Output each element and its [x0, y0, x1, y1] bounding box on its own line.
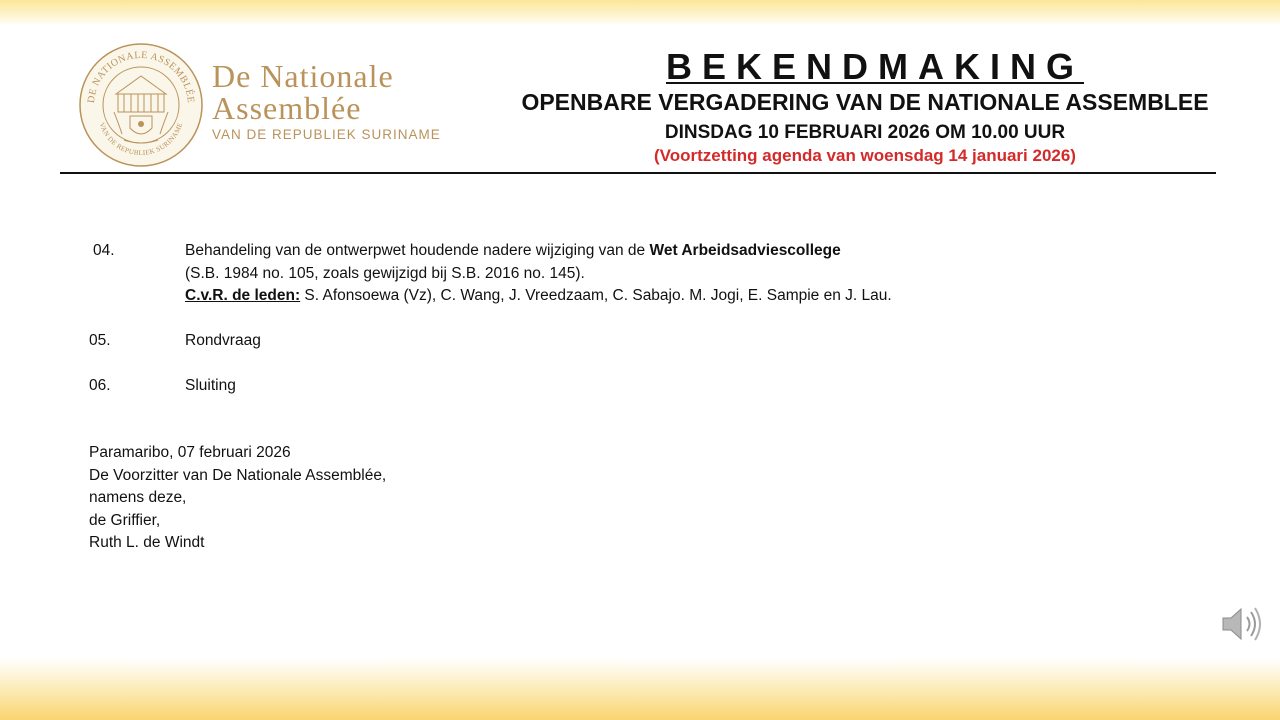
signature-chair: De Voorzitter van De Nationale Assemblée,: [89, 466, 387, 484]
agenda-item-line-3: [185, 285, 892, 307]
assembly-seal-logo: [78, 42, 204, 168]
announcement-title: BEKENDMAKING: [665, 46, 1084, 87]
agenda-number: 06.: [89, 377, 111, 394]
bottom-gradient-band: [0, 658, 1280, 720]
agenda-number: 04.: [93, 242, 115, 259]
seal-top-text: DE NATIONALE ASSEMBLÉE: [85, 49, 197, 104]
signature-on-behalf: namens deze,: [89, 489, 187, 506]
law-name: Wet Arbeidsadviescollege: [649, 242, 841, 259]
logo-line-3: VAN DE REPUBLIEK SURINAME: [212, 127, 441, 142]
signature-block: [89, 442, 386, 555]
seal-bottom-text: VAN DE REPUBLIEK SURINAME: [97, 121, 185, 158]
assembly-logo-text: [212, 60, 441, 142]
continuation-note: (Voortzetting agenda van woensdag 14 januari 2026): [654, 146, 1076, 165]
agenda-number: 05.: [89, 332, 111, 349]
signature-name: Ruth L. de Windt: [89, 534, 205, 551]
committee-label: C.v.R. de leden:: [185, 287, 301, 304]
committee-members: S. Afonsoewa (Vz), C. Wang, J. Vreedzaam, C. Sabajo. M. Jogi, E. Sampie en J. Lau.: [300, 287, 892, 304]
header-divider: [60, 172, 1216, 174]
agenda-item-text: Sluiting: [185, 377, 236, 394]
logo-line-2: Assemblée: [212, 90, 362, 126]
agenda-item-line-1: [185, 240, 841, 262]
top-gradient-band: [0, 0, 1280, 26]
logo-line-1: De Nationale: [212, 58, 394, 94]
meeting-title: OPENBARE VERGADERING VAN DE NATIONALE ASSEMBLEE: [521, 89, 1209, 115]
agenda-item-text: Rondvraag: [185, 332, 261, 349]
agenda-item-line-2: (S.B. 1984 no. 105, zoals gewijzigd bij S.B. 2016 no. 145).: [185, 265, 585, 282]
signature-place-date: Paramaribo, 07 februari 2026: [89, 444, 291, 461]
agenda-item-text: Behandeling van de ontwerpwet houdende nadere wijziging van de: [185, 242, 650, 259]
speaker-icon[interactable]: [1220, 604, 1264, 644]
meeting-date: DINSDAG 10 FEBRUARI 2026 OM 10.00 UUR: [664, 122, 1066, 143]
announcement-header: [500, 46, 1230, 166]
signature-role: de Griffier,: [89, 511, 161, 529]
